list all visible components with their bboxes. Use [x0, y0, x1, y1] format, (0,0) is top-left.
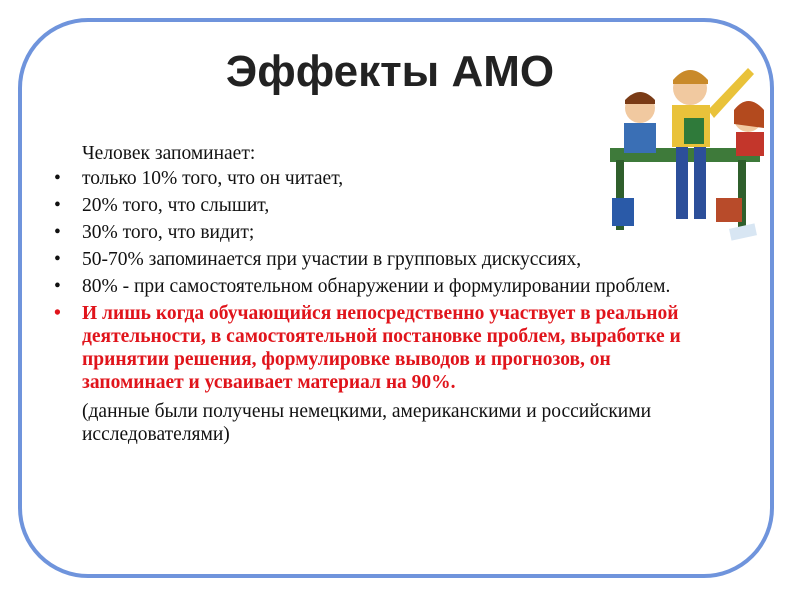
- highlighted-list-item: [54, 302, 714, 394]
- list-item-text: 50-70% запоминается при участии в групповых дискуссиях,: [82, 249, 582, 270]
- bullet-marker: •: [54, 303, 61, 324]
- list-item-text: 20% того, что слышит,: [82, 195, 270, 216]
- list-item: [54, 167, 714, 190]
- bullet-marker: •: [54, 222, 61, 243]
- intro-text: Человек запоминает:: [82, 143, 256, 164]
- bullet-marker: •: [54, 276, 61, 297]
- slide-content: [54, 142, 714, 446]
- bullet-marker: •: [54, 195, 61, 216]
- bullet-marker: •: [54, 168, 61, 189]
- slide-title: Эффекты АМО: [225, 47, 555, 96]
- source-note: (данные были получены немецкими, американскими и российскими исследователями): [82, 401, 652, 445]
- bullet-list: [54, 167, 714, 394]
- list-item: [54, 194, 714, 217]
- list-item: [54, 221, 714, 244]
- list-item: [54, 248, 714, 271]
- list-item: [54, 275, 714, 298]
- bullet-marker: •: [54, 249, 61, 270]
- list-item-text: только 10% того, что он читает,: [82, 168, 344, 189]
- list-item-text: И лишь когда обучающийся непосредственно участвует в реальной деятельности, в самостоятельной постановке проблем, выработке и принятии решения, формулировке выводов и прогнозов, он запоминает и усваивает материал на 90%.: [82, 303, 681, 393]
- list-item-text: 80% - при самостоятельном обнаружении и формулировании проблем.: [82, 276, 671, 297]
- list-item-text: 30% того, что видит;: [82, 222, 255, 243]
